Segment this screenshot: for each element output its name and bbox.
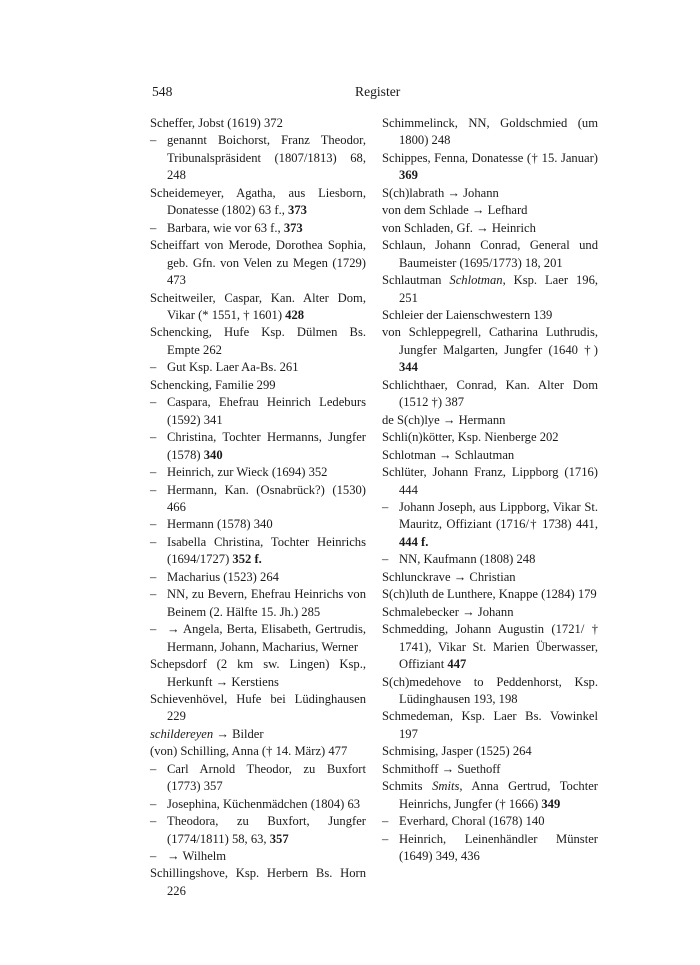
index-subentry (150, 220, 366, 237)
subentry-dash: – (382, 499, 389, 514)
entry-text: Schmedding, Johann Augustin (1721/ † 1741), Vikar St. Marien Überwasser, Offiziant (382, 622, 598, 672)
index-entry (382, 377, 598, 412)
bold-page-ref: 369 (399, 168, 418, 183)
entry-text: Schlaun, Johann Conrad, General und Baumeister (1695/1773) 18, 201 (382, 238, 598, 270)
index-subentry (150, 586, 366, 621)
entry-text: Schmalebecker → Johann (382, 604, 514, 619)
entry-text: Heinrich, Leinenhändler Münster (1649) 349, 436 (399, 831, 598, 864)
index-entry (150, 290, 366, 325)
entry-text: , Anna Gertrud, Tochter Heinrichs, Jungfer († 1666) (399, 779, 598, 811)
index-subentry (150, 569, 366, 586)
entry-text: de S(ch)lye → Hermann (382, 412, 506, 427)
entry-text: Schimmelinck, NN, Goldschmied (um 1800) 248 (382, 116, 598, 148)
entry-text: Isabella Christina, Tochter Heinrichs (1694/1727) (167, 534, 366, 567)
page-header (0, 84, 700, 104)
entry-text: Schmits (382, 779, 433, 794)
subentry-dash: – (150, 360, 157, 375)
entry-text: Schmedeman, Ksp. Laer Bs. Vowinkel 197 (382, 709, 598, 741)
entry-text: Schlüter, Johann Franz, Lippborg (1716) 444 (382, 465, 598, 497)
index-entry (382, 604, 598, 621)
subentry-dash: – (150, 534, 157, 549)
index-subentry (150, 848, 366, 865)
entry-text: NN, Kaufmann (1808) 248 (399, 552, 536, 567)
entry-text: Josephina, Küchenmädchen (1804) 63 (167, 796, 361, 811)
index-entry (382, 220, 598, 237)
entry-text: Carl Arnold Theodor, zu Buxfort (1773) 357 (167, 761, 366, 794)
entry-text: Schlotman → Schlautman (382, 447, 515, 462)
index-entry (382, 569, 598, 586)
index-entry (382, 202, 598, 219)
entry-text: Christina, Tochter Hermanns, Jungfer (1578) (167, 430, 366, 462)
subentry-dash: – (382, 552, 389, 567)
index-column-right (382, 115, 598, 865)
entry-text: von dem Schlade → Lefhard (382, 203, 528, 218)
entry-text: Schievenhövel, Hufe bei Lüdinghausen 229 (150, 691, 366, 724)
italic-term: Schlotman (449, 273, 503, 288)
entry-text: , Ksp. Laer 196, 251 (399, 273, 599, 305)
entry-text: Scheitweiler, Caspar, Kan. Alter Dom, Vikar (* 1551, † 1601) (150, 290, 366, 322)
entry-text: Schlichthaer, Conrad, Kan. Alter Dom (1512 †) 387 (382, 377, 598, 410)
subentry-dash: – (150, 761, 157, 776)
subentry-dash: – (150, 814, 157, 829)
index-entry (382, 237, 598, 272)
subentry-dash: – (150, 465, 157, 480)
bold-page-ref: 444 f. (399, 534, 429, 549)
entry-text: Hermann (1578) 340 (167, 517, 273, 532)
entry-text: NN, zu Bevern, Ehefrau Heinrichs von Beinem (2. Hälfte 15. Jh.) 285 (167, 587, 366, 619)
subentry-dash: – (150, 133, 157, 148)
index-entry (150, 115, 366, 132)
index-entry (150, 185, 366, 220)
entry-text: Macharius (1523) 264 (167, 569, 279, 584)
bold-page-ref: 428 (285, 307, 305, 322)
index-subentry (382, 813, 598, 830)
bold-page-ref: 357 (269, 831, 289, 846)
entry-text: von Schladen, Gf. → Heinrich (382, 220, 536, 235)
entry-text: Schencking, Hufe Ksp. Dülmen Bs. Empte 262 (150, 325, 366, 357)
entry-text: → Wilhelm (167, 849, 227, 864)
index-column-left (150, 115, 366, 900)
index-subentry (150, 516, 366, 533)
bold-page-ref: 447 (447, 657, 467, 672)
entry-text: Schlautman (382, 273, 450, 288)
subentry-dash: – (150, 849, 157, 864)
index-entry (382, 778, 598, 813)
index-entry (382, 412, 598, 429)
index-entry (382, 150, 598, 185)
subentry-dash: – (150, 517, 157, 532)
index-subentry (150, 813, 366, 848)
subentry-dash: – (150, 395, 157, 410)
subentry-dash: – (382, 814, 389, 829)
entry-text: → Angela, Berta, Elisabeth, Gertrudis, Hermann, Johann, Macharius, Werner (167, 622, 366, 654)
index-entry (382, 674, 598, 709)
index-subentry (150, 534, 366, 569)
index-entry (382, 621, 598, 673)
index-subentry (382, 551, 598, 568)
index-entry (382, 586, 598, 603)
entry-text: Scheffer, Jobst (1619) 372 (150, 116, 283, 130)
entry-text: Barbara, wie vor 63 f., (167, 220, 284, 235)
bold-page-ref: 352 f. (232, 552, 262, 567)
entry-text: Scheidemeyer, Agatha, aus Liesborn, Donatesse (1802) 63 f., (150, 185, 366, 218)
index-subentry (382, 831, 598, 866)
entry-text: Schippes, Fenna, Donatesse († 15. Januar) (382, 150, 598, 165)
bold-page-ref: 349 (541, 796, 561, 811)
index-entry (382, 761, 598, 778)
index-entry (150, 865, 366, 900)
page-number: 548 (152, 84, 173, 99)
italic-term: Smits (432, 779, 460, 794)
entry-text: Schencking, Familie 299 (150, 377, 276, 392)
index-entry (150, 726, 366, 743)
subentry-dash: – (382, 831, 389, 846)
entry-text: Heinrich, zur Wieck (1694) 352 (167, 465, 328, 480)
bold-page-ref: 340 (203, 447, 223, 462)
italic-term: schildereyen (150, 726, 214, 741)
entry-text: Schepsdorf (2 km sw. Lingen) Ksp., Herkunft → Kerstiens (150, 657, 366, 689)
entry-text: Theodora, zu Buxfort, Jungfer (1774/1811) 58, 63, (167, 814, 366, 846)
index-entry (382, 185, 598, 202)
index-entry (382, 708, 598, 743)
subentry-dash: – (150, 482, 157, 497)
entry-text: S(ch)labrath → Johann (382, 185, 499, 200)
index-entry (382, 429, 598, 446)
entry-text: Schleier der Laienschwestern 139 (382, 307, 553, 322)
subentry-dash: – (150, 622, 157, 637)
entry-text: Johann Joseph, aus Lippborg, Vikar St. Mauritz, Offiziant (1716/† 1738) 441, (399, 499, 598, 532)
entry-text: Scheiffart von Merode, Dorothea Sophia, geb. Gfn. von Velen zu Megen (1729) 473 (150, 238, 366, 288)
index-entry (150, 377, 366, 394)
entry-text: Schillingshove, Ksp. Herbern Bs. Horn 226 (150, 866, 366, 898)
entry-text: Everhard, Choral (1678) 140 (399, 814, 545, 829)
index-entry (382, 447, 598, 464)
index-subentry (382, 499, 598, 551)
index-entry (150, 324, 366, 359)
index-subentry (150, 464, 366, 481)
entry-text: (von) Schilling, Anna († 14. März) 477 (150, 744, 348, 759)
entry-text: S(ch)medehove to Peddenhorst, Ksp. Lüdinghausen 193, 198 (382, 674, 598, 706)
index-entry (382, 272, 598, 307)
entry-text: Schmising, Jasper (1525) 264 (382, 744, 532, 759)
index-entry (382, 115, 598, 150)
index-entry (150, 237, 366, 289)
bold-page-ref: 373 (288, 203, 307, 218)
index-subentry (150, 394, 366, 429)
entry-text: Schli(n)kötter, Ksp. Nienberge 202 (382, 430, 559, 445)
running-title: Register (355, 84, 401, 99)
index-entry (382, 464, 598, 499)
index-entry (150, 656, 366, 691)
subentry-dash: – (150, 430, 157, 445)
entry-text: → Bilder (213, 726, 264, 741)
index-entry (150, 691, 366, 726)
index-subentry (150, 132, 366, 184)
index-entry (382, 307, 598, 324)
bold-page-ref: 344 (399, 360, 418, 375)
index-entry (382, 743, 598, 760)
index-subentry (150, 429, 366, 464)
entry-text: Caspara, Ehefrau Heinrich Ledeburs (1592) 341 (167, 395, 366, 427)
entry-text: Schlunckrave → Christian (382, 569, 516, 584)
entry-text: S(ch)luth de Lunthere, Knappe (1284) 179 (382, 587, 597, 602)
subentry-dash: – (150, 220, 157, 235)
subentry-dash: – (150, 796, 157, 811)
index-subentry (150, 359, 366, 376)
index-subentry (150, 796, 366, 813)
entry-text: Hermann, Kan. (Osnabrück?) (1530) 466 (167, 482, 366, 514)
index-entry (382, 324, 598, 376)
subentry-dash: – (150, 587, 157, 602)
entry-text: Schmithoff → Suethoff (382, 761, 501, 776)
subentry-dash: – (150, 569, 157, 584)
entry-text: von Schleppegrell, Catharina Luthrudis, Jungfer Malgarten, Jungfer (1640 †) (382, 325, 598, 357)
index-subentry (150, 482, 366, 517)
entry-text: genannt Boichorst, Franz Theodor, Tribunalspräsident (1807/1813) 68, 248 (167, 133, 366, 183)
index-entry (150, 743, 366, 760)
index-subentry (150, 621, 366, 656)
bold-page-ref: 373 (283, 220, 303, 235)
entry-text: Gut Ksp. Laer Aa-Bs. 261 (167, 360, 299, 375)
index-subentry (150, 761, 366, 796)
